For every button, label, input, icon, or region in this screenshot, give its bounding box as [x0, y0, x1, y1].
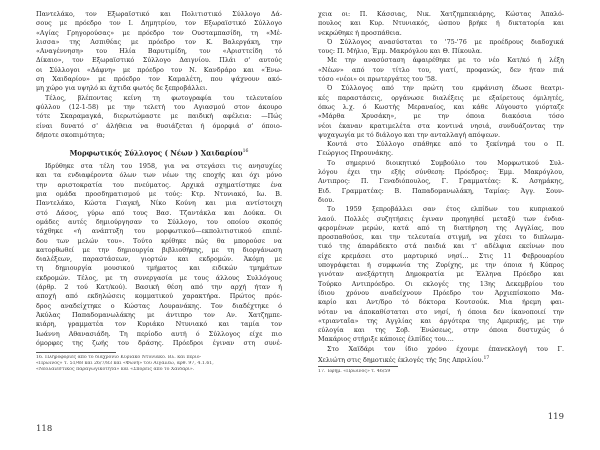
- text-line: Κοντά στο Σύλλογο σπάθηκε από το ξεκίνημά του ο Π.: [327, 140, 564, 149]
- text-line: (άρθρ. 2 τού Κατ/κού). Βασική θέση από την αρχή ήταν ή: [36, 283, 282, 292]
- text-line: γινόταν ανεξάρτητη Δημοκρατία με Έλληνα Πρόεδρο και: [318, 270, 564, 279]
- paragraph: [318, 205, 564, 344]
- text-line: νεκρώθηκε ή προσπάθεια.: [318, 28, 402, 37]
- footnote-mark: 16: [242, 149, 249, 155]
- text-line: τάχθηκε «ή ανάπτυξη του μορφωτικού—εκπολιτιστικού επιπέ-: [36, 227, 282, 236]
- text-line: Ό Σύλλογος ανασύσταται το '75-'76 με προέδρους διαδοχικά: [327, 37, 564, 46]
- section-heading: [36, 147, 282, 157]
- paragraph: [318, 159, 564, 205]
- text-line: διαλέξεων, παραστάσεων, γιορτών και εκδρομών. Άκόμη με: [36, 255, 282, 264]
- text-line: σους με πρόεδρο τον Ι. Δημητρίου, τον Εξωραϊστικό Σύλλογο: [36, 19, 282, 28]
- footnote-rule: [36, 352, 116, 353]
- text-line: προσπαθούσε, και την τελευταία στιγμή, να χέσει το διπλωμα-: [318, 233, 564, 242]
- text-line: Άκύλας Παπαδομανωλάκης με άντιπρο τον Αν. Χατζημπε-: [36, 310, 282, 319]
- text-line: «Μάρθα Χρυσάκη», με την όποια διακόσια τόσο: [318, 112, 564, 121]
- text-line: [318, 354, 564, 363]
- text-line: ομάδες αυτές δημιούργησαν το Σύλλογο, του οποίου σκοπός: [36, 217, 282, 226]
- paragraph: [318, 140, 564, 159]
- text-line: ση Χαιδαρίου» με πρόεδρο τον Καμαλέτη, που ψάχνουν ακό-: [36, 75, 282, 84]
- text-line: λισσα» της Ασπιθέας με πρόεδρο τον Κ. Βαλεργάκη, την: [36, 37, 282, 46]
- text-line: «τριανταΐα» της Αγγλίας και άργότερα της Αμερικής, με την: [318, 316, 564, 325]
- footnote-line: 17. Έφημ. «Πρωινός» τ. 46/59: [318, 369, 391, 375]
- text-line: Το σημερινό διοικητικό Συμβούλιο του Μορφωτικού Συλ-: [327, 158, 564, 167]
- text-line: φύλλου (12-1-58) με την τελετή του Αγιασμού στον άκουρο: [36, 102, 282, 111]
- text-line: εύλογία και της Σοβ. Ένώσεως, στην όποια δυστυχώς ό: [318, 326, 564, 335]
- text-line: Με την ανασύσταση άφαιρέθηκε με το νέο Κατ/κό ή λέξη: [327, 56, 564, 65]
- text-line: Τέλος, βλέποντας κείνη τη φωτογραφία του τελευταίου: [45, 93, 282, 102]
- text-line: Το 1959 ξεπροβάλλει σαν έτος ελπίδων του κυπριακού: [327, 205, 564, 214]
- footnotes: [36, 355, 282, 374]
- text-line: διου.: [318, 195, 335, 204]
- text-line: λόγου έχει την εξής σύνθεση: Πρόεδρος: Έμμ. Μακρόγλου,: [318, 168, 564, 177]
- text-line: Παντελάκο, τον Εξωραϊστικό και Πολιτιστικό Σύλλογο Δά-: [36, 10, 282, 18]
- text-line: Ιωάννη Αθανασιάδη. Τη περίοδο αυτή ό Σύλλογος είχε πιο: [36, 329, 282, 338]
- text-line: νόταν να άποκαθίσταται στο νησί, ή όποια δεν ίκανοποιεί την: [318, 307, 564, 316]
- text-line: τικό της άπαράδεκτο στά παιδιά και τ' αδέλφια εκείνων που: [318, 242, 564, 251]
- text-line: Στο Χαϊδάρι τον ίδιο χρόνο έχουμε έπανεκλογή του Γ.: [327, 344, 564, 353]
- text-line: κιάρη, γραμματέα τον Κυριάκο Ντυνιακό και ταμία τον: [36, 320, 282, 329]
- paragraph: [318, 345, 564, 364]
- text-line: πουλος και Κυρ. Ντυνιακός, ώσπου βρήκε ή δικτατορία και: [318, 19, 564, 28]
- text-line: Ειδ. Γραμματέας: Β. Παπαδομανωλάκη, Ταμίας: Άγγ. Σουν-: [318, 186, 564, 195]
- text-fragment: Χελιώτη στις δημοτικές έκλογές τής 5ης Απριλίου.: [318, 356, 484, 364]
- text-line: και τα ενδιαφέροντα όλων των νέων της εποχής και όχι μόνο: [36, 171, 282, 180]
- page-number: 119: [547, 412, 564, 422]
- text-line: είναι δυνατό σ' άλήθεια να θυσιάζεται ή όμορφιά σ' όποιο-: [36, 121, 282, 130]
- text-line: τη δημιουργία μουσικού τμήματος και ειδικών τμημάτων: [36, 264, 282, 273]
- text-line: Παντελάκο, Κώστα Γιαγκή, Νίκο Κούνη και μια αντίστοιχη: [36, 199, 282, 208]
- text-line: «Αγίας Γρηγορούσας» με πρόεδρο τον Ουσταμπασίδη, τη «Μέ-: [36, 28, 282, 37]
- text-line: καρίο και Αντ/δρο τό δόκτορα Κουτσούκ. Μια ήρεμη φαι-: [318, 298, 564, 307]
- right-page: [318, 10, 564, 440]
- text-line: Δίκαιο», τον Εξωραϊστικό Σύλλογο Δαιγνίου. Πλάι σ' αυτούς: [36, 56, 282, 65]
- text-line: Μακάριος στήριξε κάποιες έλπίδες του....: [318, 335, 454, 344]
- paragraph: [318, 56, 564, 84]
- text-line: κατορθωθεί με την δημιουργία βιβλιοθήκης, με τη διοργάνωση: [36, 245, 282, 254]
- text-line: μια ομάδα προσδηματισμού με τούς: Κτρ. Ντυνιακό, Ιω. Β.: [36, 190, 282, 199]
- text-line: τους: Π. Μήλιο, Έμμ. Μακρόγλου και Θ. Πίκουλα.: [318, 47, 483, 56]
- paragraph: [318, 10, 564, 38]
- paragraph-top: [36, 10, 282, 140]
- text-line: «Αναγέννηση» του Ηλία Βαρυτιμίδη, τον «Αρισττείδη τό: [36, 47, 282, 56]
- text-line: Γεώργιος Πηρουνάκης.: [318, 149, 394, 158]
- text-line: χεια οι: Π. Κάσσιας, Νικ. Χατζημπεκιάρης, Κώστας Άπαλό-: [318, 10, 564, 18]
- paragraph-bottom: [36, 162, 282, 348]
- text-line: δρος αναδείχτηκε ο Κώστας Λουρανάκης. Τον διαδέχτηκε ό: [36, 301, 282, 310]
- text-line: την αριστοκρατία του πνεύματος. Αρχικά σχηματίστηκε ένα: [36, 180, 282, 189]
- footnote-line: 16. Πληροφορίες από το διαχρόνιο Κυριάκο Ντυνιακό. Βλ. και περιο-: [36, 355, 202, 361]
- text-line: Ό Σύλλογος από την πρώτη του εμφάνιση έδωσε θεατρι-: [327, 84, 564, 93]
- text-line: δου των μελών του». Τούτο κρίθηκε πώς θα μπορούσε να: [36, 236, 282, 245]
- left-page: [36, 10, 282, 440]
- footnote-mark: 17: [483, 355, 490, 361]
- text-line: όμορφες της ζωής του δράσης. Πρόεδροι έγιναν στη συνέ-: [36, 338, 282, 347]
- section-heading-text: Μορφωτικός Σύλλογος ( Νέων ) Χαιδαρίου: [69, 148, 243, 158]
- page-number: 118: [36, 424, 53, 434]
- text-line: Αντιπρος: Π. Γεναδιόπουλος, Γ. Γραμματέας: Κ. Ασημάκης,: [318, 177, 564, 186]
- text-line: οι Σύλλογοι «Δάφνη» με πρόεδρο τον Ν. Κανδράρο και «Ένω-: [36, 65, 282, 74]
- text-line: στό Δάσος, γύρω από τους Βασ. Τζαντάκλα και Δούκα. Οι: [36, 208, 282, 217]
- text-line: μη χώρο για υψηλό κι άχτιδα φωτός δε ξεπροβάλλει.: [36, 84, 208, 93]
- text-line: Τούρκο Αντιπρόεδρο. Οι εκλογές της 13ης Δεκεμβρίου του: [318, 279, 564, 288]
- text-line: «Νέων» από τον τίτλο του, γιατί, προφανώς, δεν ήταν πιά: [318, 65, 564, 74]
- text-line: υπογράφεται ή συμφωνία της Ζυρίχης, με την όποια ή Κύπρος: [318, 261, 564, 270]
- text-line: φερομένων μερών, κατά από τη διατήρηση της Αγγλίας, που: [318, 223, 564, 232]
- footnote-line: «Πρωινός» τ. 51/48 και 26/7/83 και «Φωνή» του Αιγάλεω, αρθ. 97, 4.1.61,: [36, 361, 214, 367]
- text-line: νέοι έκαναν κρατιμελέτα στα κοντινά νησιά, συνδυάζοντας την: [318, 121, 564, 130]
- text-line: είχε κρεμάσει στο μαρτυρικό νησί... Στις 11 Φεβρουαρίου: [318, 251, 564, 260]
- paragraph: [318, 38, 564, 57]
- footnote-line: «Νεολαιεστικός παραγωγικότητα» και «Σπορείς από το Χαϊδαρι».: [36, 367, 195, 373]
- footnote-rule: [318, 366, 398, 367]
- text-line: Ιδρύθηκε στα τέλη του 1958, για να στεγάσει τις ανησυχίες: [45, 162, 282, 171]
- text-line: τόσο «νέοι» οι πρωτεργάτες του '58.: [318, 75, 437, 84]
- text-line: αποχή από εκδηλώσεις κομματικού χαρακτήρα. Πρώτος πρόε-: [36, 292, 282, 301]
- text-line: δήποτε σκοπιμότητα;: [36, 130, 105, 139]
- paragraph: [318, 84, 564, 140]
- text-line: ψυχαγωγία με τό διάλογο και την ανταλλαγή απόψεων.: [318, 130, 501, 139]
- text-line: όπως λ.χ. ό Κωστής Μεραναίος, και κάθε Αύγουστο γιόρταζε: [318, 102, 564, 111]
- text-line: λαού. Πολλές συζητήσεις έγιναν προηγηθεί μεταξύ των ένδια-: [318, 214, 564, 223]
- text-line: κές παραστάσεις, οργάνωσε διαλέξεις με εξαίρετους όμιλητές,: [318, 93, 564, 102]
- text-line: εκδρομών. Τέλος, με τη συνεργασία με τους άλλους Συλλόγους: [36, 273, 282, 282]
- text-line: τότε Σκαραμαγκά, διερωτώμαστε με παιδική αφέλεια: —Πώς: [36, 112, 282, 121]
- text-line: ίδιου χρόνου αναδείχνουν Πρόεδρο τον Άρχιεπίσκοπο Μα-: [318, 288, 564, 297]
